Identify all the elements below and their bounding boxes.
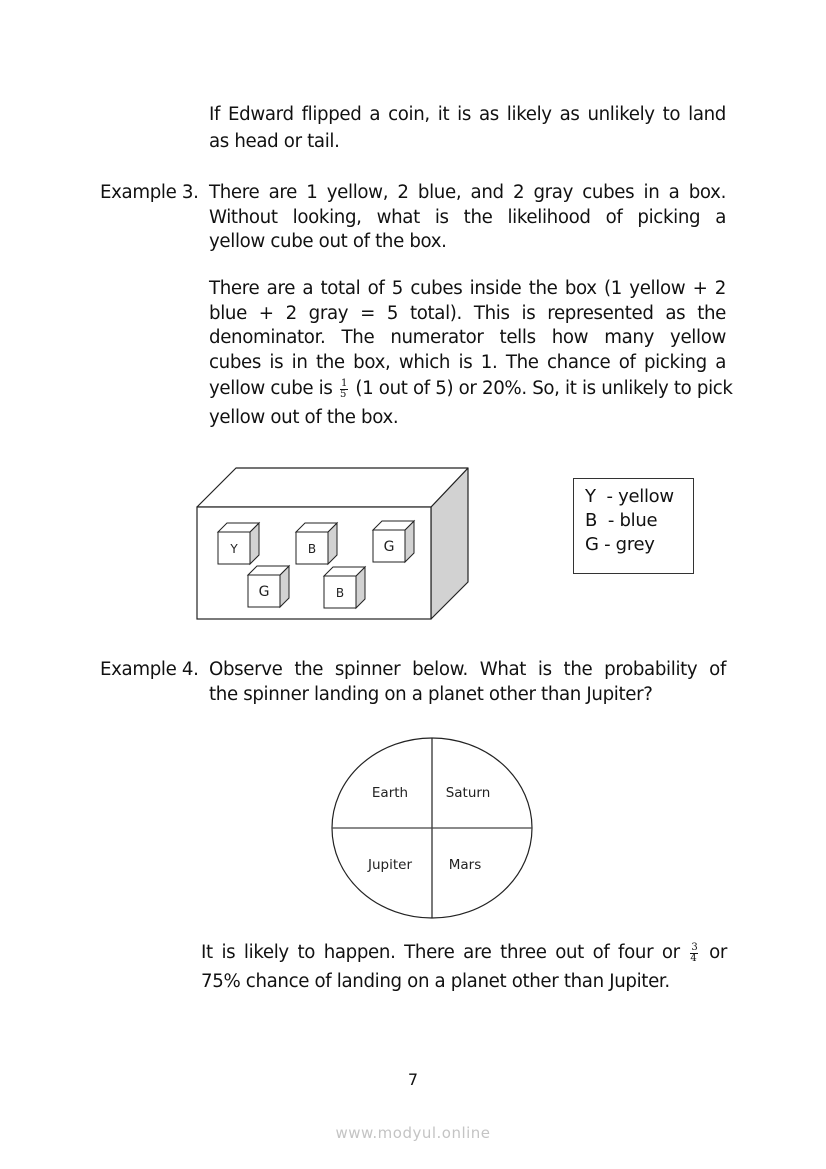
legend-item-blue: B - blue (585, 510, 658, 531)
answer-line: 75% chance of landing on a planet other than Jupiter. (201, 971, 670, 992)
example-3-question (209, 181, 726, 255)
legend-item-grey: G - grey (585, 534, 655, 555)
cube-b (296, 523, 337, 564)
example-3-label: Example 3. (100, 182, 199, 203)
legend-item-yellow: Y - yellow (585, 486, 674, 507)
box-of-cubes-figure (190, 460, 480, 625)
spinner-section-earth: Earth (371, 785, 409, 801)
intro-line: If Edward flipped a coin, it is as likely as unlikely to land (209, 104, 726, 125)
cube-y (218, 523, 259, 564)
cube-color-legend (573, 478, 694, 574)
cube-letter: B (307, 542, 317, 556)
example-4-question (209, 658, 726, 707)
answer-line-with-fraction (209, 377, 733, 402)
box-top-face (197, 468, 468, 507)
intro-line: as head or tail. (209, 131, 340, 152)
answer-line-with-fraction (201, 938, 727, 967)
fraction-three-quarters (690, 943, 698, 964)
spinner-section-mars: Mars (448, 857, 482, 873)
cube-letter: G (258, 584, 270, 600)
answer-line: blue + 2 gray = 5 total). This is represented as the (209, 302, 726, 324)
fraction-denominator: 4 (690, 952, 697, 964)
answer-text: yellow cube is (209, 378, 333, 399)
page-number: 7 (407, 1070, 419, 1089)
fraction-numerator: 1 (340, 377, 347, 389)
fraction-one-fifth (340, 379, 348, 400)
answer-line: yellow out of the box. (209, 406, 399, 428)
cube-g (248, 566, 289, 607)
example-4-label: Example 4. (100, 659, 199, 680)
cube-letter: G (383, 539, 395, 555)
fraction-numerator: 3 (691, 941, 698, 953)
fraction-denominator: 5 (339, 388, 346, 400)
answer-text: It is likely to happen. There are three out of four or (201, 942, 680, 963)
cube-letter: Y (230, 542, 238, 556)
cube-letter: B (335, 586, 345, 600)
example-4-answer (201, 938, 727, 996)
cube-g (373, 521, 414, 562)
question-line: Observe the spinner below. What is the probability of (209, 659, 726, 680)
answer-line: There are a total of 5 cubes inside the box (1 yellow + 2 (209, 278, 726, 299)
example-3-answer (209, 277, 733, 430)
intro-paragraph (209, 101, 726, 155)
planet-spinner (325, 730, 540, 925)
answer-line: denominator. The numerator tells how many yellow (209, 327, 726, 348)
question-line: There are 1 yellow, 2 blue, and 2 gray cubes in a box. (209, 182, 726, 203)
spinner-section-saturn: Saturn (445, 785, 491, 801)
answer-text: (1 out of 5) or 20%. So, it is unlikely to pick (355, 378, 733, 399)
question-line: Without looking, what is the likelihood of picking a (209, 206, 726, 228)
question-line: the spinner landing on a planet other than Jupiter? (209, 683, 653, 705)
cube-b (324, 567, 365, 608)
answer-line: cubes is in the box, which is 1. The chance of picking a (209, 351, 726, 373)
watermark: www.modyul.online (335, 1124, 491, 1142)
question-line: yellow cube out of the box. (209, 231, 447, 252)
answer-text: or (709, 942, 727, 963)
spinner-section-jupiter: Jupiter (367, 857, 413, 873)
